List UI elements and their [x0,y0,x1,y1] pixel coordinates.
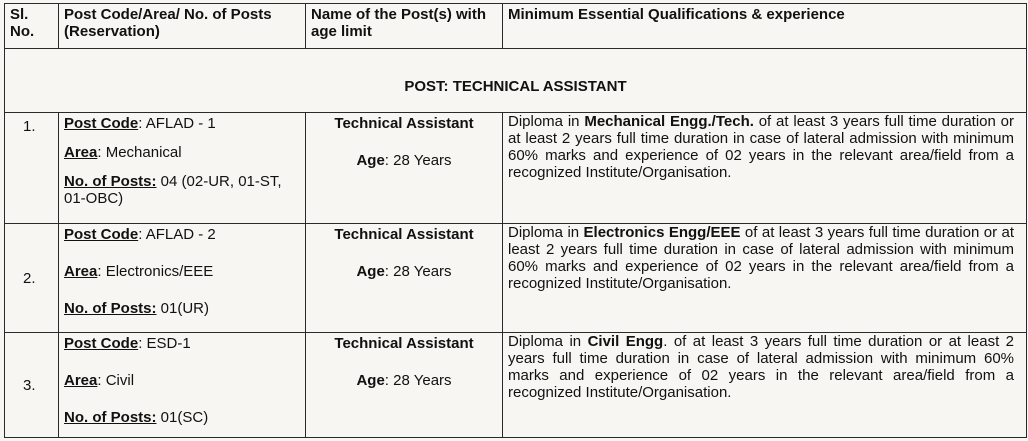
table-row [5,333,1027,438]
qual-discipline: Civil Engg [587,333,664,350]
area-value: Electronics/EEE [105,263,214,280]
qual-prefix: Diploma in [508,224,584,241]
age-line: Age: 28 Years [356,152,452,169]
post-code-label: Post Code [64,226,139,243]
section-row [5,49,1027,113]
qual-suffix: of at least 3 years full time duration or at least 2 years full time duration in case of lateral admission with minimum 60% marks and experience of 02 years in the relevant area/field from a recognized Institute/Organisation. [508,113,1014,181]
no-of-posts-label: No. of Posts: [64,409,157,426]
qual-discipline: Electronics Engg/EEE [583,224,741,241]
age-value: 28 Years [393,372,452,389]
area-value: Civil [105,372,135,389]
post-code-line: Post Code: AFLAD - 2 [64,226,216,243]
age-label: Age [356,152,385,169]
post-code-line: Post Code: ESD-1 [64,335,191,352]
post-code-value: ESD-1 [146,335,191,352]
table-row [5,113,1027,224]
no-of-posts-value: 01(UR) [160,300,210,317]
qual-prefix: Diploma in [508,113,585,130]
age-line: Age: 28 Years [356,372,452,389]
row-sl: 1. [5,113,59,224]
posts-line [64,409,300,426]
posts-line [64,173,300,207]
post-code-value: AFLAD - 2 [145,226,216,243]
no-of-posts-value: 01(SC) [160,409,209,426]
area-label: Area [64,372,98,389]
post-code-line: Post Code: AFLAD - 1 [64,115,216,132]
age-value: 28 Years [393,263,452,280]
age-label: Age [356,372,385,389]
area-value: Mechanical [105,144,182,161]
row-post-name [306,113,503,224]
post-code-label: Post Code [64,335,139,352]
row-post-name [306,224,503,333]
row-sl: 3. [5,333,59,438]
row-sl: 2. [5,224,59,333]
post-code-label: Post Code [64,115,139,132]
area-label: Area [64,263,98,280]
no-of-posts-label: No. of Posts: [64,173,157,190]
no-of-posts-label: No. of Posts: [64,300,157,317]
area-line: Area: Mechanical [64,144,182,161]
qual-suffix: . of at least 3 years full time duration or at least 2 years full time duration in case of lateral admission with minimum 60% marks and experience of 02 years in the relevant area/field from a recognized Institute/Organisation. [508,333,1015,401]
header-qualifications: Minimum Essential Qualifications & experience [503,4,1027,49]
header-sl: Sl. No. [5,4,59,49]
section-title: POST: TECHNICAL ASSISTANT [5,49,1027,113]
age-line: Age: 28 Years [356,263,452,280]
row-post-info [59,333,306,438]
area-line: Area: Civil [64,372,135,389]
row-qualifications [503,224,1027,333]
row-post-info [59,113,306,224]
post-name: Technical Assistant [334,115,474,132]
qual-suffix: of at least 3 years full time duration or at least 2 years full time duration in case of lateral admission with minimum 60% marks and experience of 02 years in the relevant area/field from a recognized Institute/Organisation. [508,224,1015,292]
header-row [5,4,1027,49]
table-row [5,224,1027,333]
post-name: Technical Assistant [334,335,474,352]
area-line: Area: Electronics/EEE [64,263,214,280]
header-post-name: Name of the Post(s) with age limit [306,4,503,49]
row-post-info [59,224,306,333]
post-code-value: AFLAD - 1 [145,115,216,132]
age-value: 28 Years [393,152,452,169]
qual-discipline: Mechanical Engg./Tech. [584,113,754,130]
recruitment-table [4,3,1027,438]
row-qualifications [503,333,1027,438]
header-post-code: Post Code/Area/ No. of Posts (Reservation) [59,4,306,49]
row-post-name [306,333,503,438]
post-name: Technical Assistant [334,226,474,243]
qual-prefix: Diploma in [508,333,588,350]
no-of-posts-value: 04 (02-UR, 01-ST, 01-OBC) [64,173,282,207]
age-label: Age [356,263,385,280]
area-label: Area [64,144,98,161]
posts-line [64,300,300,317]
row-qualifications [503,113,1027,224]
